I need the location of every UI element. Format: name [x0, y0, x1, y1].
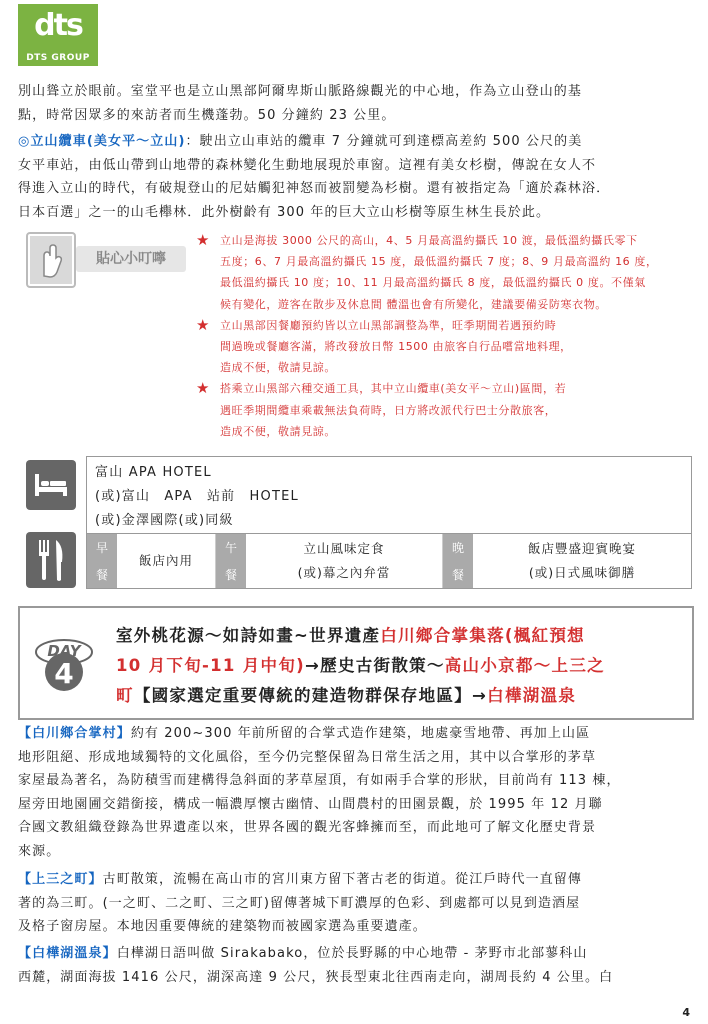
page-number: 4 — [682, 1006, 690, 1019]
sannomachi-line: 古町散策，流暢在高山市的宮川東方留下著古老的街道。從江戶時代一直留傳 — [102, 872, 583, 887]
tip-note-line: 候有變化，遊客在散步及休息間 體溫也會有所變化，建議要備妥防寒衣物。 — [220, 297, 607, 311]
tip-note-line: 間過晚或餐廳客滿，將改發放日幣 1500 由旅客自行品嚐當地料理， — [220, 340, 572, 354]
day-title-part: 高山小京都～上三之 — [444, 656, 605, 675]
intro-line: 點，時常因眾多的來訪者而生機蓬勃。50 分鐘約 23 公里。 — [18, 107, 396, 123]
tip-note-line: 五度；6、7 月最高溫約攝氏 15 度，最低溫約攝氏 7 度；8、9 月最高溫約 16 度， — [220, 255, 658, 269]
shirakawa-paragraph — [18, 722, 690, 864]
day-title-part: 【國家選定重要傳統的建造物群保存地區】→ — [133, 686, 488, 705]
tip-box — [26, 232, 192, 288]
hand-icon — [26, 232, 76, 288]
lunch-text: 立山風味定食 — [303, 541, 385, 556]
sannomachi-paragraph — [18, 868, 690, 939]
shirakawa-line: 合國文教組織登錄為世界遺產以來，世界各國的觀光客蜂擁而至，而此地可了解文化歷史背景 — [18, 820, 597, 836]
day-title-line — [116, 622, 585, 646]
cable-line: 得進入立山的時代，有破規登山的尼姑觸犯神怒而被罰變為杉樹。還有被指定為「適於森林浴． — [18, 181, 611, 197]
bed-icon — [26, 460, 76, 510]
tip-label: 貼心小叮嚀 — [76, 246, 186, 272]
shirakawa-line: 屋旁田地園圃交錯銜接，構成一幅濃厚懷古幽情、山間農村的田園景觀，於 1995 年 12 月聯 — [18, 796, 603, 812]
shirakawa-heading: 【白川鄉合掌村】 — [18, 726, 131, 741]
hotel-box — [86, 456, 692, 534]
breakfast-label-char: 早 — [95, 541, 108, 555]
intro-paragraph — [18, 80, 690, 127]
day-title-line — [116, 682, 576, 706]
fork-knife-icon — [26, 532, 76, 588]
day-word: DAY — [47, 642, 81, 660]
dinner-label-char: 餐 — [451, 568, 464, 582]
breakfast-label-char: 餐 — [95, 568, 108, 582]
lunch-label-char: 午 — [224, 541, 237, 555]
hotel-line: (或)金澤國際(或)同級 — [95, 513, 234, 528]
shirakaba-paragraph — [18, 942, 690, 989]
tip-note-line: 遇旺季期間纜車乘載無法負荷時，日方將改派代行巴士分散旅客， — [220, 403, 557, 417]
tip-note-line: 最低溫約攝氏 10 度；10、11 月最高溫約攝氏 8 度，最低溫約攝氏 0 度。不僅氣 — [220, 276, 646, 290]
dinner-value — [473, 534, 691, 588]
cable-paragraph — [18, 130, 690, 224]
dinner-text: 飯店豐盛迎賓晚宴 — [527, 541, 636, 556]
day-title-part: 白樺湖溫泉 — [487, 686, 577, 705]
dinner-text: (或)日式風味御膳 — [528, 565, 636, 580]
tip-note-line: 搭乘立山黑部六種交通工具，其中立山纜車(美女平～立山)區間，若 — [220, 382, 567, 396]
shirakaba-line: 白樺湖日語叫做 Sirakabako，位於長野縣的中心地帶 - 茅野市北部蓼科山 — [116, 946, 588, 961]
star-icon: ★ — [196, 231, 211, 249]
breakfast-text: 飯店內用 — [138, 553, 193, 568]
tip-note-line: 造成不便，敬請見諒。 — [220, 361, 336, 375]
breakfast-value — [117, 534, 216, 588]
tip-note-line: 立山黑部因餐廳預約皆以立山黑部調整為準，旺季期間若遇預約時 — [220, 318, 557, 332]
lunch-value — [246, 534, 443, 588]
sannomachi-line: 及格子窗房屋。本地因重要傳統的建築物而被國家選為重要遺產。 — [18, 919, 427, 935]
shirakaba-heading: 【白樺湖溫泉】 — [18, 946, 117, 961]
logo-text: DTS GROUP — [26, 53, 90, 63]
cable-heading: ◎立山纜車(美女平～立山) — [18, 134, 186, 149]
lunch-label-char: 餐 — [224, 568, 237, 582]
tip-note — [196, 315, 688, 379]
day-title-part: 白川鄉合掌集落(楓紅預想 — [380, 626, 585, 645]
star-icon: ★ — [196, 379, 211, 398]
sannomachi-line: 著的為三町。(一之町、二之町、三之町)留傳著城下町濃厚的色彩、到處都可以見到造酒屋 — [18, 895, 581, 911]
shirakaba-line: 西麓，湖面海拔 1416 公尺，湖深高達 9 公尺，狹長型東北往西南走向，湖周長約 4 公里。白 — [18, 969, 614, 985]
tip-note-line: 造成不便，敬請見諒。 — [220, 424, 336, 438]
tip-note — [196, 230, 688, 315]
day-title-part: 町 — [116, 686, 134, 705]
tip-note-line: 立山是海拔 3000 公尺的高山，4、5 月最高溫約攝氏 10 渡，最低溫約攝氏零下 — [220, 234, 638, 247]
intro-line: 別山聳立於眼前。室堂平也是立山黑部阿爾卑斯山脈路線觀光的中心地，作為立山登山的基 — [18, 84, 583, 99]
cable-line: 女平車站，由低山帶到山地帶的森林變化生動地展現於車窗。這裡有美女杉樹，傳說在女人不 — [18, 157, 597, 173]
day-title-part: 10 月下旬-11 月中旬) — [116, 656, 306, 675]
tip-notes — [196, 230, 688, 442]
meal-row — [86, 534, 692, 589]
hotel-line: (或)富山 APA 站前 HOTEL — [95, 489, 299, 504]
breakfast-label — [87, 534, 117, 588]
dinner-label-char: 晚 — [451, 541, 464, 555]
day-banner — [18, 606, 694, 720]
day-number: 4 — [54, 657, 74, 690]
day-title-part: →歷史古街散策～ — [305, 656, 445, 675]
cable-line: 日本百選」之一的山毛櫸林．此外樹齡有 300 年的巨大立山杉樹等原生林生長於此。 — [18, 204, 551, 220]
lunch-label — [216, 534, 246, 588]
shirakawa-line: 約有 200~300 年前所留的合掌式造作建築，地處豪雪地帶、再加上山區 — [130, 726, 591, 741]
shirakawa-line: 家屋最為著名，為防積雪而建構得急斜面的茅草屋頂，有如兩手合掌的形狀，目前尚有 113 棟， — [18, 773, 621, 789]
shirakawa-line: 來源。 — [18, 843, 61, 859]
cable-line: ：駛出立山車站的纜車 7 分鐘就可到達標高差約 500 公尺的美 — [185, 134, 583, 149]
day-badge — [32, 630, 96, 694]
shirakawa-line: 地形阻絕、形成地域獨特的文化風俗，至今仍完整保留為日常生活之用，其中以合掌形的茅草 — [18, 749, 597, 765]
lunch-text: (或)幕之內弁當 — [297, 565, 391, 580]
sannomachi-heading: 【上三之町】 — [18, 872, 103, 887]
dts-logo — [18, 4, 98, 66]
day-title-part: 室外桃花源～如詩如畫~世界遺產 — [116, 626, 381, 645]
tip-note — [196, 378, 688, 442]
dinner-label — [443, 534, 473, 588]
day-title-line — [116, 652, 605, 676]
star-icon: ★ — [196, 315, 211, 334]
logo-mark: dts — [34, 8, 82, 43]
hotel-line: 富山 APA HOTEL — [95, 465, 212, 480]
